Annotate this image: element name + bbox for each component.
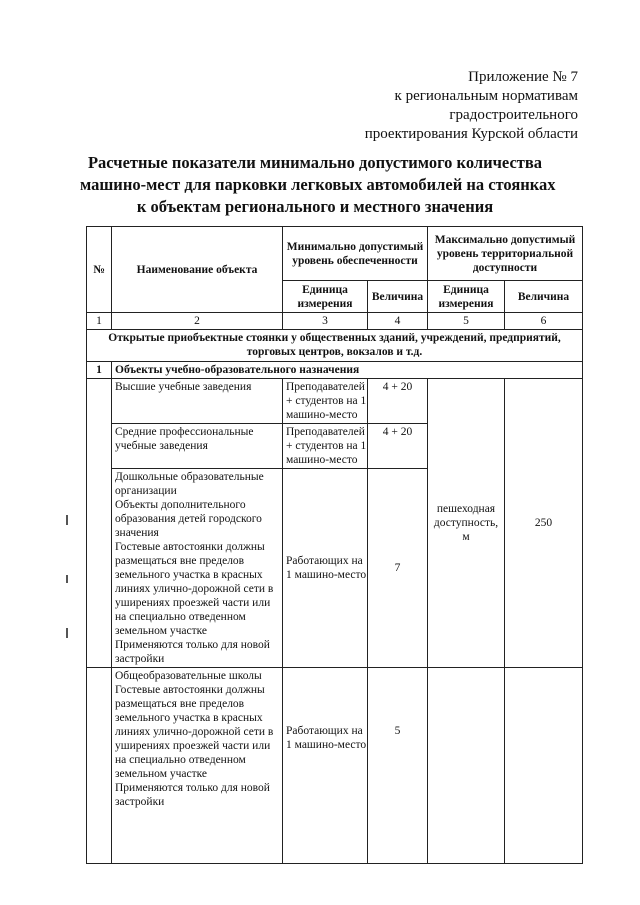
appendix-line: Приложение № 7 [468,69,578,85]
object-name: Общеобразовательные школы Гостевые автостоянки должны размещаться вне пределов земельного участка в красных линиях улично-дорожной сети в уширениях проезжей части или на специально отведенном земельном участке Применяются только для новой застройки [112,668,283,864]
header-max-level: Максимально допустимый уровень территориальной доступности [428,227,583,281]
value-min-cell: 5 [368,668,428,864]
table-header-row [87,227,583,281]
value-min-cell: 4 + 20 [368,379,428,424]
unit-max-merged: пешеходная доступность, м [428,379,505,668]
header-unit-min: Единица измерения [283,281,368,313]
row-num-cell [87,668,112,864]
header-min-level: Минимально допустимый уровень обеспеченности [283,227,428,281]
appendix-header [338,68,578,144]
value-min-cell: 7 [368,469,428,668]
title-line: к объектам регионального и местного значения [136,197,494,216]
unit-min-cell: Преподавателей + студентов на 1 машино-место [283,424,368,469]
object-name: Высшие учебные заведения [112,379,283,424]
appendix-line: проектирования Курской области [364,126,578,142]
subgroup-label: Объекты учебно-образовательного назначения [112,362,583,379]
subgroup-num: 1 [87,362,112,379]
value-max-cell [505,668,583,864]
table-row [87,379,583,424]
parking-norms-table [86,226,583,864]
header-value-max: Величина [505,281,583,313]
table-row [87,668,583,864]
object-name: Дошкольные образовательные организации Объекты дополнительного образования детей городского значения Гостевые автостоянки должны размещаться вне пределов земельного участка в красных линиях улично-дорожной сети в уширениях проезжей части или на специально отведенном земельном участке Применяются только для новой застройки [112,469,283,668]
scan-mark [66,575,68,583]
scan-mark [66,515,68,525]
unit-min-cell: Работающих на 1 машино-место [283,469,368,668]
header-value-min: Величина [368,281,428,313]
subgroup-row [87,362,583,379]
group-title: Открытые приобъектные стоянки у общественных зданий, учреждений, предприятий, торговых центров, вокзалов и т.д. [87,330,583,362]
title-line: машино-мест для парковки легковых автомобилей на стоянках [80,175,556,194]
column-number: 4 [368,313,428,330]
document-title [80,152,556,218]
column-number: 3 [283,313,368,330]
column-number: 1 [87,313,112,330]
column-number: 6 [505,313,583,330]
value-min-cell: 4 + 20 [368,424,428,469]
unit-min-cell: Работающих на 1 машино-место [283,668,368,864]
column-number: 5 [428,313,505,330]
header-name: Наименование объекта [112,227,283,313]
appendix-line: градостроительного [449,107,578,123]
object-name: Средние профессиональные учебные заведения [112,424,283,469]
scan-mark [66,628,68,638]
row-num-cell [87,379,112,668]
column-number: 2 [112,313,283,330]
header-unit-max: Единица измерения [428,281,505,313]
value-max-merged: 250 [505,379,583,668]
unit-min-cell: Преподавателей + студентов на 1 машино-место [283,379,368,424]
header-num: № [87,227,112,313]
unit-max-cell [428,668,505,864]
appendix-line: к региональным нормативам [394,88,578,104]
group-row [87,330,583,362]
column-number-row [87,313,583,330]
title-line: Расчетные показатели минимально допустимого количества [87,153,543,172]
